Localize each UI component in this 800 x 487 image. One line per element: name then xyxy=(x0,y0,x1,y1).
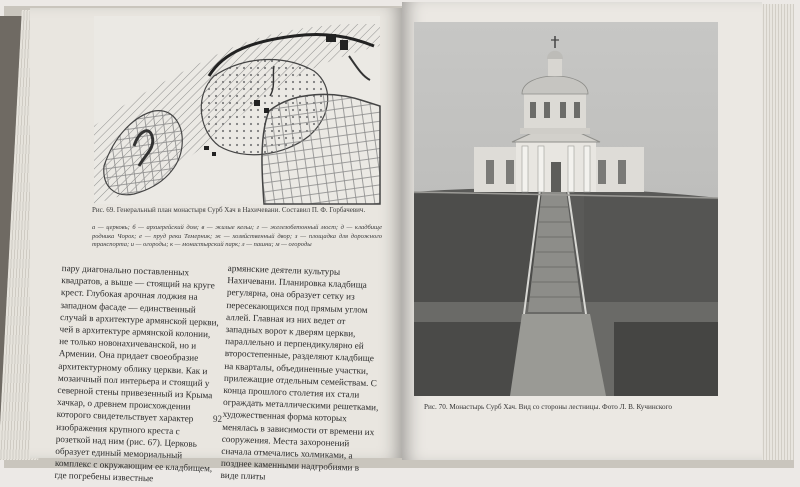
figure-69-legend: а — церковь; б — архиерейский дом; в — жилые кельи; г — железобетонный мост; д — кладбище родника Чорох; е — пруд реки Темерник; ж — хозяйственный двор; з — площадка для дорожного транспорта; и — огороды; к — монастырский парк; л — пашни; м — огороды xyxy=(92,224,382,249)
plan-drawing xyxy=(94,16,380,204)
figure-70-caption: Рис. 70. Монастырь Сурб Хач. Вид со стороны лестницы. Фото Л. В. Кучинского xyxy=(424,403,672,411)
page-number: 92 xyxy=(213,414,222,424)
photo-drawing xyxy=(414,22,718,396)
church-photograph xyxy=(414,22,718,396)
figure-69-caption: Рис. 69. Генеральный план монастыря Сурб Хач в Нахичевани. Составил П. Ф. Горбачевич. xyxy=(92,206,366,214)
monastery-plan-figure xyxy=(94,16,380,204)
body-text-paragraph: пару диагонально поставленных квадратов, а выше — стоящий на круге крест. Глубокая арочная лоджия на западном фасаде — единственный случай в архитектуре армянской церкви, чей в архитектуре армянской колонии, не только новонахичеванской, но и Армении. Она придает своеобразие архитектурному облику церкви. Как и мозаичный пол интерьера и стоящий у северной стены привезенный из Крыма хачкар, о древнем происхождении которого свидетельствует характер изображения крупного креста с розеткой над ним (рис. 67). Церковь образует единый мемориальный комплекс с окружающим ее кладбищем, где погребены известные xyxy=(54,262,220,484)
body-text-paragraph: армянские деятели культуры Нахичевани. Планировка кладбища регулярна, она образует сетку из пересекающихся под прямым углом аллей. Главная из них ведет от западных ворот к дверям церкви, параллельно и перпендикулярно ей второстепенные, разделяют кладбище на кварталы, объединенные участки, прилежащие отдельным семействам. С конца прошлого столетия их стали ограждать металлическими решетками, художественная форма которых менялась в зависимости от времени их сооружения. Места захоронений сначала отмечались холмиками, а позднее каменными надгробиями в виде плиты xyxy=(220,262,379,482)
left-text-column xyxy=(54,262,222,487)
right-page-stack xyxy=(758,4,794,460)
right-text-column xyxy=(220,262,386,487)
